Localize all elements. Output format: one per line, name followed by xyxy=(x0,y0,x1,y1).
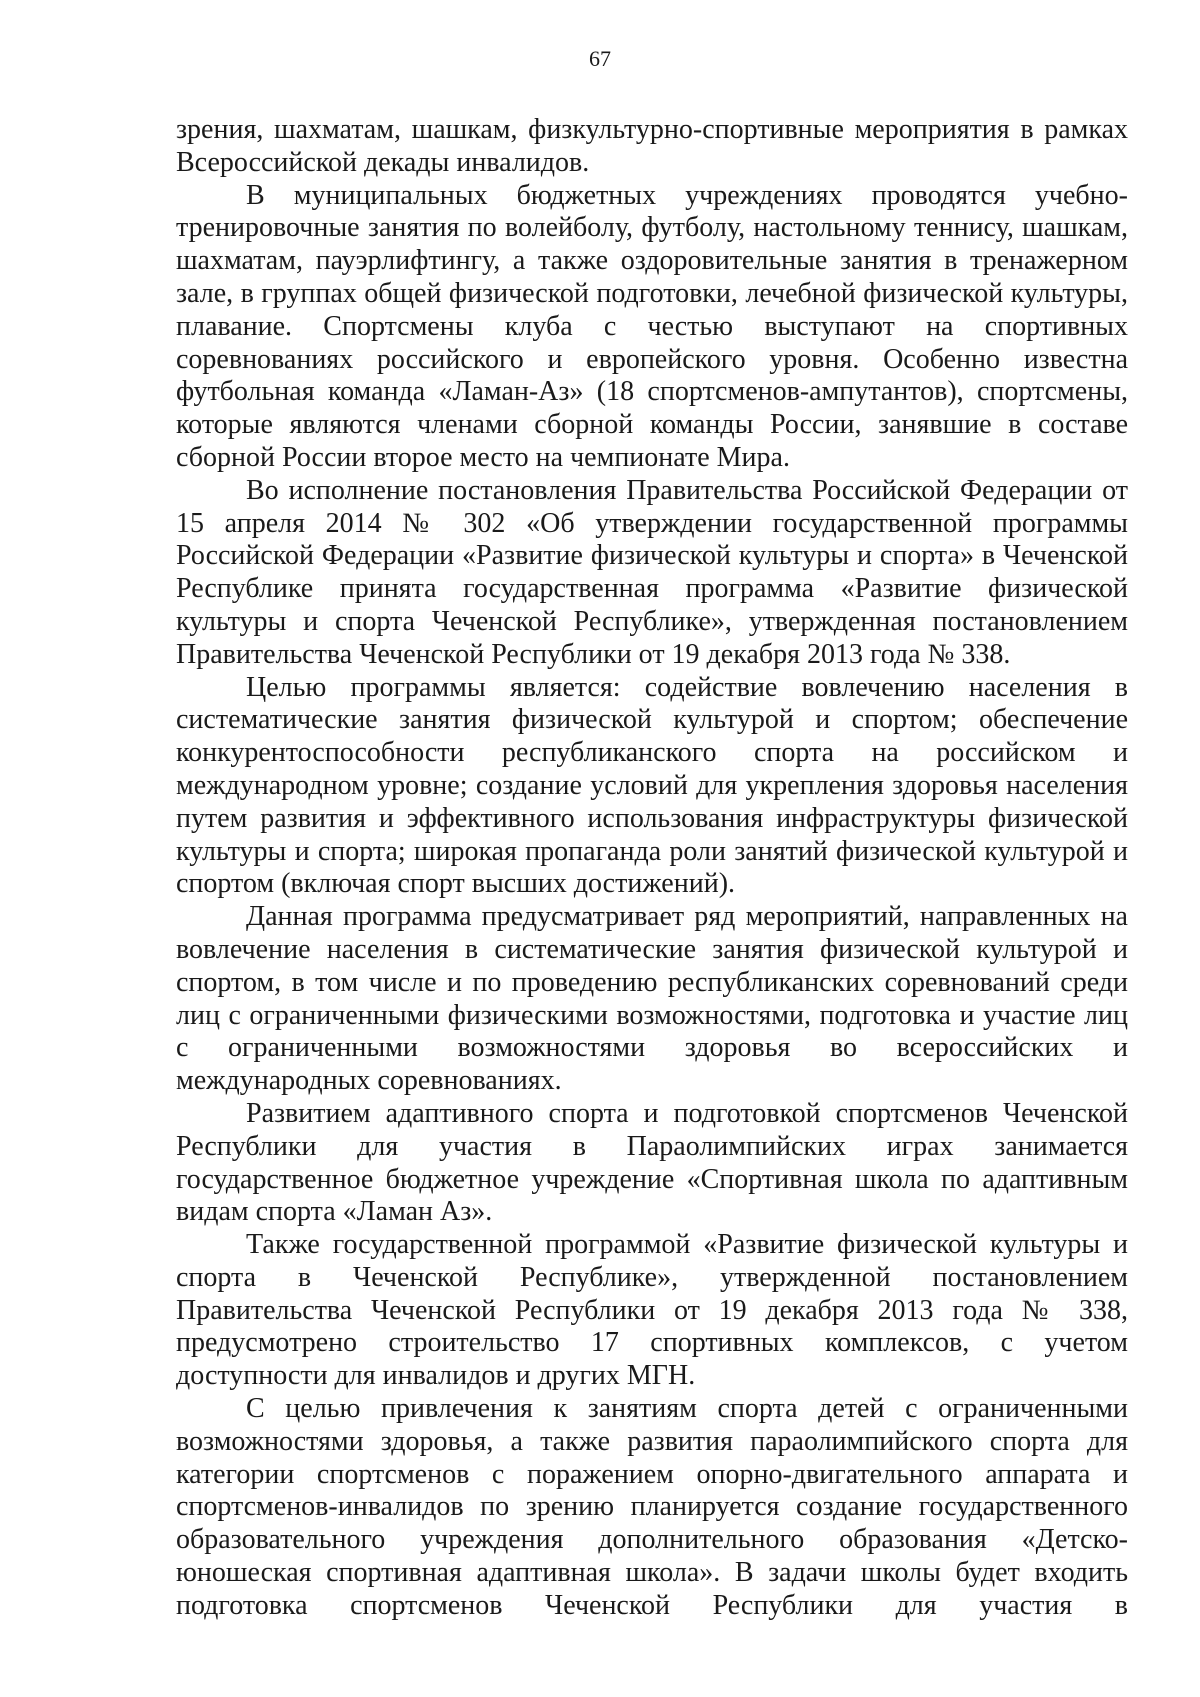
page-number: 67 xyxy=(589,46,611,71)
paragraph: С целью привлечения к занятиям спорта детей с ограниченными возможностями здоровья, а также развития параолимпийского спорта для категории спортсменов с поражением опорно-двигательного аппарата и спортсменов-инвалидов по зрению планируется создание государственного образовательного учреждения дополнительного образования «Детско-юношеская спортивная адаптивная школа». В задачи школы будет входить подготовка спортсменов Чеченской Республики для участия в xyxy=(176,1393,1128,1621)
paragraph: зрения, шахматам, шашкам, физкультурно-спортивные мероприятия в рамках Всероссийской декады инвалидов. xyxy=(176,114,1128,178)
paragraph: Целью программы является: содействие вовлечению населения в систематические занятия физической культурой и спортом; обеспечение конкурентоспособности республиканского спорта на российском и международном уровне; создание условий для укрепления здоровья населения путем развития и эффективного использования инфраструктуры физической культуры и спорта; широкая пропаганда роли занятий физической культурой и спортом (включая спорт высших достижений). xyxy=(176,671,1128,900)
paragraph: Также государственной программой «Развитие физической культуры и спорта в Чеченской Республике», утвержденной постановлением Правительства Чеченской Республики от 19 декабря 2013 года № 338, предусмотрено строительство 17 спортивных комплексов, с учетом доступности для инвалидов и других МГН. xyxy=(176,1229,1128,1392)
paragraph: В муниципальных бюджетных учреждениях проводятся учебно-тренировочные занятия по волейболу, футболу, настольному теннису, шашкам, шахматам, пауэрлифтингу, а также оздоровительные занятия в тренажерном зале, в группах общей физической подготовки, лечебной физической культуры, плавание. Спортсмены клуба с честью выступают на спортивных соревнованиях российского и европейского уровня. Особенно известна футбольная команда «Ламан-Аз» (18 спортсменов-ампутантов), спортсмены, которые являются членами сборной команды России, занявшие в составе сборной России второе место на чемпионате Мира. xyxy=(176,179,1128,473)
paragraph: Развитием адаптивного спорта и подготовкой спортсменов Чеченской Республики для участия в Параолимпийских играх занимается государственное бюджетное учреждение «Спортивная школа по адаптивным видам спорта «Ламан Аз». xyxy=(176,1097,1128,1228)
paragraph: Во исполнение постановления Правительства Российской Федерации от 15 апреля 2014 № 302 «Об утверждении государственной программы Российской Федерации «Развитие физической культуры и спорта» в Чеченской Республике принята государственная программа «Развитие физической культуры и спорта Чеченской Республике», утвержденная постановлением Правительства Чеченской Республики от 19 декабря 2013 года № 338. xyxy=(176,474,1128,670)
paragraph: Данная программа предусматривает ряд мероприятий, направленных на вовлечение населения в систематические занятия физической культурой и спортом, в том числе и по проведению республиканских соревнований среди лиц с ограниченными физическими возможностями, подготовка и участие лиц с ограниченными возможностями здоровья во всероссийских и международных соревнованиях. xyxy=(176,901,1128,1097)
document-body xyxy=(176,114,1128,1623)
